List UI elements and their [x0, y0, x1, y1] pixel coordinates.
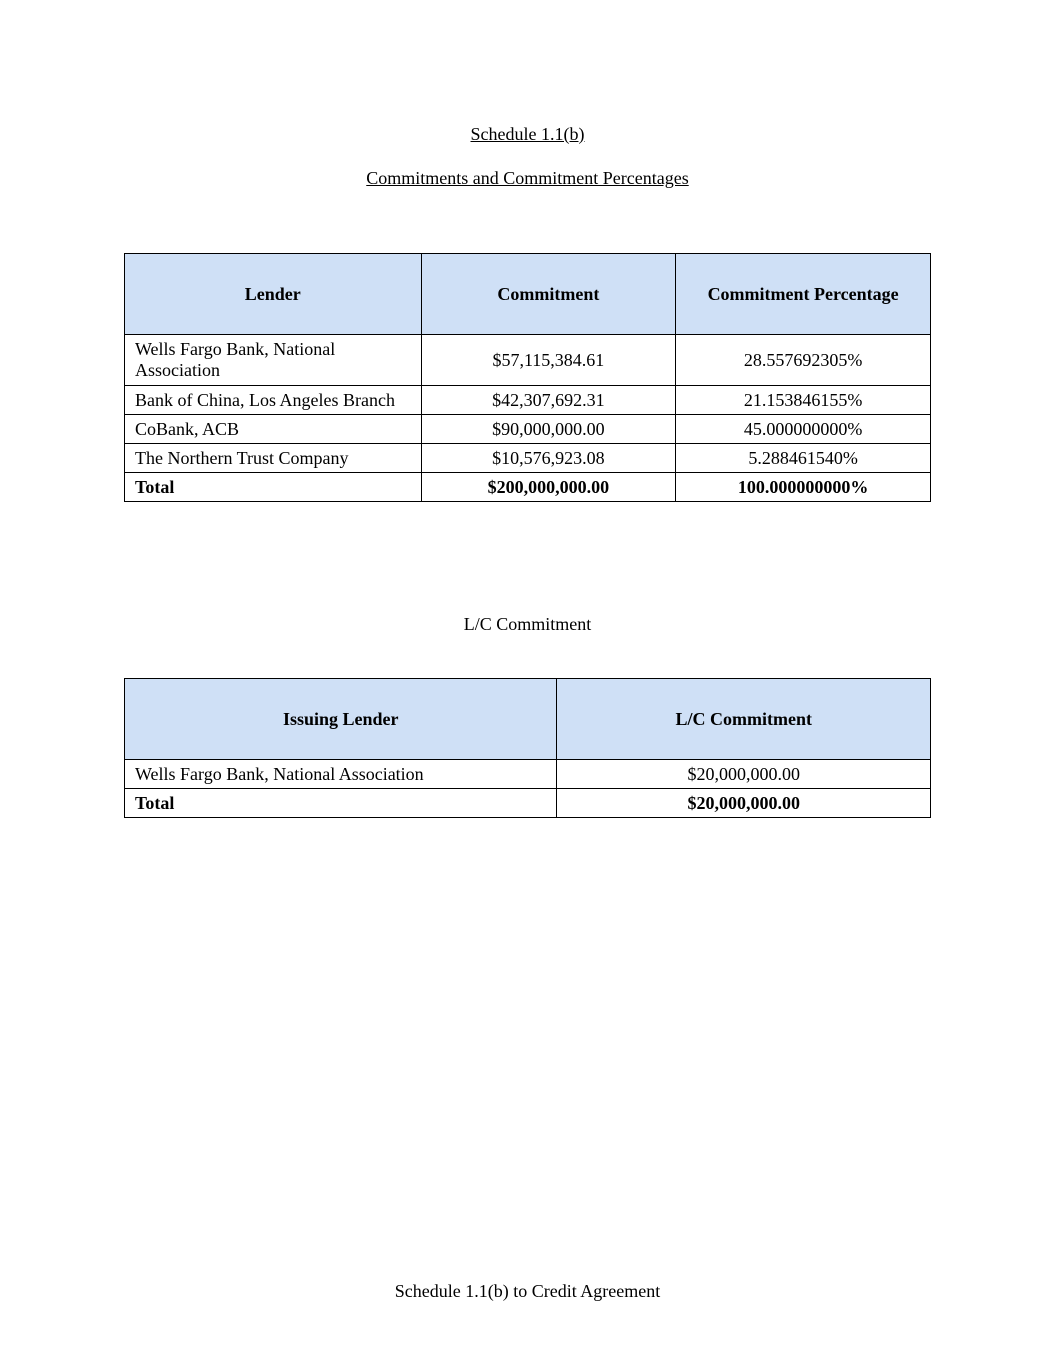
lc-commitment-amount: $20,000,000.00	[557, 760, 931, 789]
total-row	[125, 473, 931, 502]
table-row	[125, 444, 931, 473]
total-label: Total	[125, 789, 557, 818]
commitment-percentage: 45.000000000%	[676, 415, 931, 444]
lc-commitment-table	[124, 678, 931, 818]
commitment-percentage: 21.153846155%	[676, 386, 931, 415]
issuing-lender-name: Wells Fargo Bank, National Association	[125, 760, 557, 789]
lender-name: Wells Fargo Bank, National Association	[125, 335, 422, 386]
table-row	[125, 415, 931, 444]
total-lc-commitment: $20,000,000.00	[557, 789, 931, 818]
lender-name: The Northern Trust Company	[125, 444, 422, 473]
lender-name: CoBank, ACB	[125, 415, 422, 444]
lc-commitment-heading: L/C Commitment	[463, 614, 592, 634]
page-footer: Schedule 1.1(b) to Credit Agreement	[394, 1281, 661, 1301]
commitment-percentage: 28.557692305%	[676, 335, 931, 386]
table-header-row	[125, 254, 931, 335]
header-lc-commitment: L/C Commitment	[557, 679, 931, 760]
table-row	[125, 335, 931, 386]
total-label: Total	[125, 473, 422, 502]
commitment-amount: $57,115,384.61	[421, 335, 676, 386]
commitment-amount: $90,000,000.00	[421, 415, 676, 444]
total-row	[125, 789, 931, 818]
commitment-amount: $10,576,923.08	[421, 444, 676, 473]
header-commitment-percentage: Commitment Percentage	[676, 254, 931, 335]
table-row	[125, 386, 931, 415]
commitment-amount: $42,307,692.31	[421, 386, 676, 415]
header-lender: Lender	[125, 254, 422, 335]
schedule-title: Schedule 1.1(b)	[470, 124, 585, 144]
header-issuing-lender: Issuing Lender	[125, 679, 557, 760]
total-commitment: $200,000,000.00	[421, 473, 676, 502]
commitment-percentage: 5.288461540%	[676, 444, 931, 473]
table-header-row	[125, 679, 931, 760]
lender-name: Bank of China, Los Angeles Branch	[125, 386, 422, 415]
header-commitment: Commitment	[421, 254, 676, 335]
table-row	[125, 760, 931, 789]
commitments-table	[124, 253, 931, 502]
schedule-subtitle: Commitments and Commitment Percentages	[366, 168, 689, 188]
total-percentage: 100.000000000%	[676, 473, 931, 502]
